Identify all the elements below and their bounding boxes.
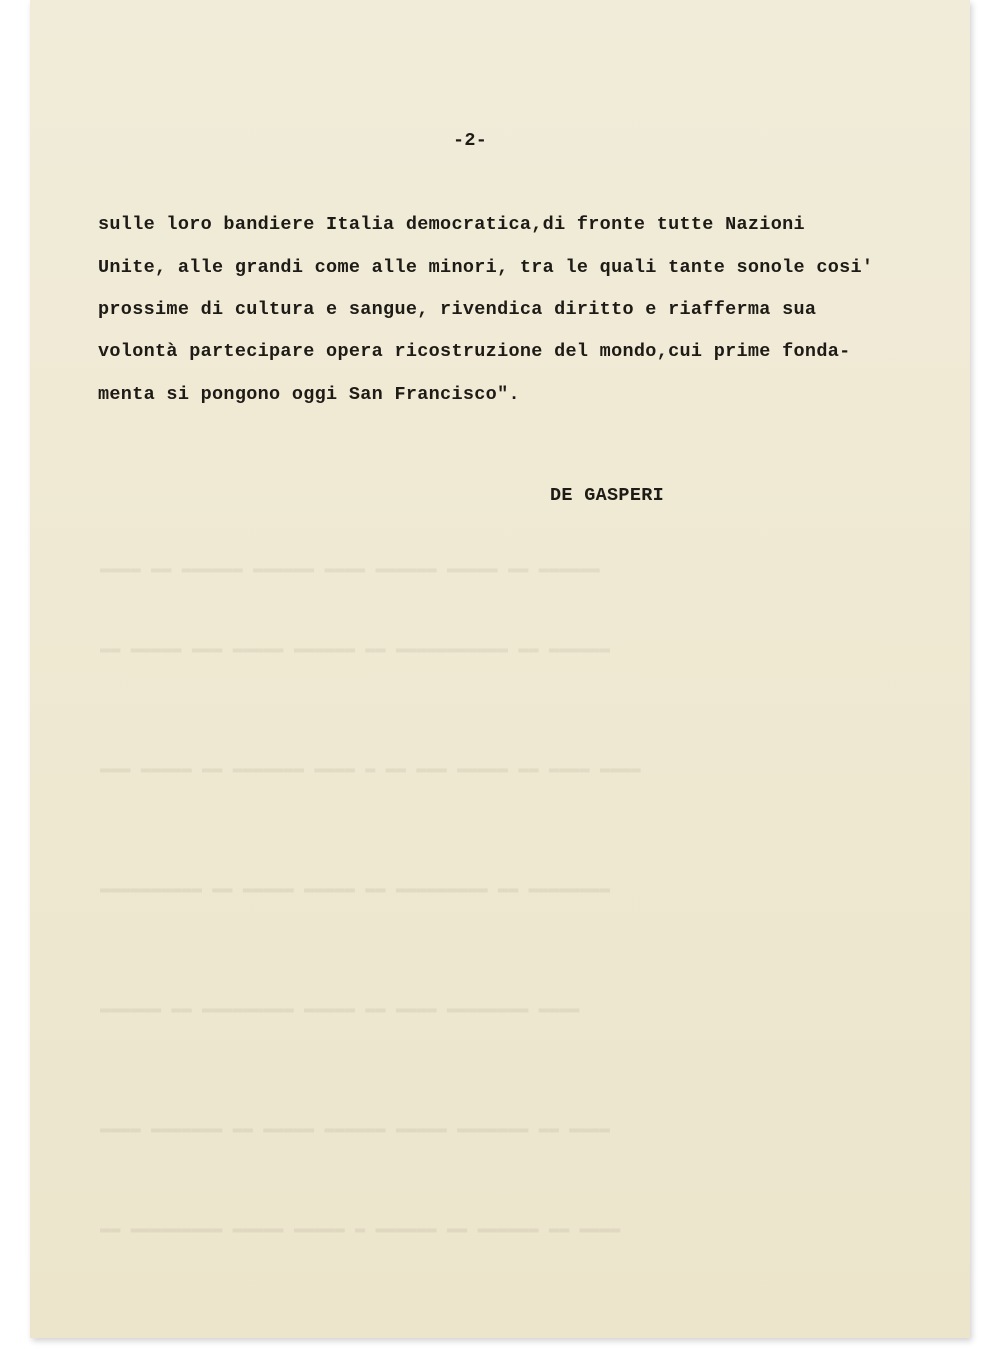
show-through-texture: ▬▬▬▬▬▬▬▬▬▬ ▬▬ ▬▬▬▬▬ ▬▬▬▬▬ ▬▬ ▬▬▬▬▬▬▬▬▬ ▬▬ ▬▬▬▬▬▬▬▬ <box>100 880 611 899</box>
show-through-texture: ▬▬ ▬▬▬▬▬▬▬▬▬ ▬▬▬▬▬ ▬▬▬▬▬ ▬ ▬▬▬▬▬▬ ▬▬ ▬▬▬▬▬▬ ▬▬ ▬▬▬▬ <box>100 1220 621 1239</box>
body-line: menta si pongono oggi San Francisco". <box>98 384 520 405</box>
show-through-texture: ▬▬▬▬ ▬▬ ▬▬▬▬▬▬ ▬▬▬▬▬▬ ▬▬▬▬ ▬▬▬▬▬▬ ▬▬▬▬▬ ▬▬ ▬▬▬▬▬▬ <box>100 560 600 579</box>
typewritten-page <box>30 0 970 1338</box>
signature: DE GASPERI <box>550 485 665 506</box>
body-line: sulle loro bandiere Italia democratica,di fronte tutte Nazioni <box>98 214 805 235</box>
show-through-texture: ▬▬ ▬▬▬▬▬ ▬▬▬ ▬▬▬▬▬ ▬▬▬▬▬▬ ▬▬ ▬▬▬▬▬▬▬▬▬▬▬ ▬▬ ▬▬▬▬▬▬ <box>100 640 611 659</box>
show-through-texture: ▬▬▬ ▬▬▬▬▬ ▬▬ ▬▬▬▬▬▬▬ ▬▬▬▬ ▬ ▬▬ ▬▬▬ ▬▬▬▬▬ ▬▬ ▬▬▬▬ ▬▬▬▬ <box>100 760 641 779</box>
page-number: -2- <box>453 130 488 151</box>
show-through-texture: ▬▬▬▬▬▬ ▬▬ ▬▬▬▬▬▬▬▬▬ ▬▬▬▬▬ ▬▬ ▬▬▬▬ ▬▬▬▬▬▬▬▬ ▬▬▬▬ <box>100 1000 580 1019</box>
body-line: prossime di cultura e sangue, rivendica diritto e riafferma sua <box>98 299 817 320</box>
body-line: Unite, alle grandi come alle minori, tra le quali tante sonole cosi' <box>98 257 874 278</box>
body-line: volontà partecipare opera ricostruzione del mondo,cui prime fonda- <box>98 341 851 362</box>
show-through-texture: ▬▬▬▬ ▬▬▬▬▬▬▬ ▬▬ ▬▬▬▬▬ ▬▬▬▬▬▬ ▬▬▬▬▬ ▬▬▬▬▬▬▬ ▬▬ ▬▬▬▬ <box>100 1120 611 1139</box>
